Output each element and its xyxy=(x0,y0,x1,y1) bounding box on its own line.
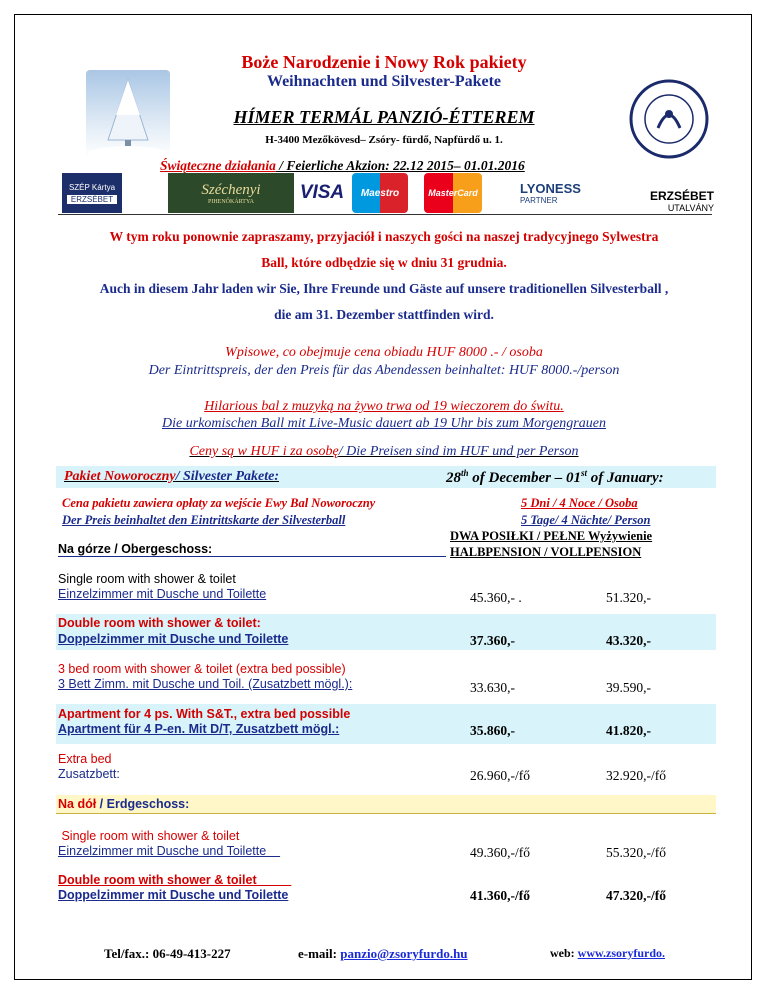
maestro-logo: Maestro xyxy=(352,173,408,213)
price-half: 49.360,-/fő xyxy=(470,845,530,860)
action-pl: Świąteczne działania xyxy=(160,158,276,173)
lyoness-label: LYONESS xyxy=(520,181,581,196)
room-label-de: Doppelzimmer mit Dusche und Toilette xyxy=(58,888,289,902)
room-label-de: Zusatzbett: xyxy=(58,767,120,781)
header-divider xyxy=(58,214,712,215)
szep-card-logo xyxy=(62,173,122,213)
room-label: Single room with shower & toilet xyxy=(58,572,236,586)
web-link[interactable]: www.zsoryfurdo. xyxy=(577,946,665,960)
hotel-name: HÍMER TERMÁL PANZIÓ-ÉTTEREM xyxy=(233,107,535,127)
szep-label: SZÉP Kártya xyxy=(68,182,116,192)
email-label: e-mail: xyxy=(298,946,341,961)
package-name-de: / Silvester Pakete: xyxy=(175,469,280,484)
room-label-de: 3 Bett Zimm. mit Dusche und Toil. (Zusatzbett mögl.): xyxy=(58,677,353,691)
erzsebet-sub-label: UTALVÁNY xyxy=(667,203,714,213)
room-label: Apartment for 4 ps. With S&T., extra bed possible xyxy=(58,707,351,721)
title-pl: Boże Narodzenie i Nowy Rok pakiety xyxy=(241,52,527,72)
price-full: 43.320,- xyxy=(606,633,651,648)
dates-to-day: of December – 01 xyxy=(468,470,581,486)
board-de: HALBPENSION / VOLLPENSION xyxy=(450,545,642,559)
dates-to-suffix: st xyxy=(580,468,587,478)
invitation-pl-line2: Ball, które odbędzie się w dniu 31 grudnia. xyxy=(261,255,507,270)
entry-pl: Wpisowe, co obejmuje cena obiadu HUF 8000 .- / osoba xyxy=(225,345,543,360)
price-half: 37.360,- xyxy=(470,633,515,648)
price-full: 55.320,-/fő xyxy=(606,845,666,860)
price-full: 41.820,- xyxy=(606,723,651,738)
price-full: 51.320,- xyxy=(606,590,651,605)
room-label-de: Apartment für 4 P-en. Mit D/T, Zusatzbett mögl.: xyxy=(58,722,340,736)
room-label-de: Doppelzimmer mit Dusche und Toilette xyxy=(58,632,289,646)
dates-from-suffix: th xyxy=(461,468,469,478)
price-full: 39.590,- xyxy=(606,680,651,695)
visa-logo: VISA xyxy=(297,173,347,213)
room-label-de: Einzelzimmer mit Dusche und Toilette xyxy=(58,844,281,858)
downstairs-heading-de: / Erdgeschoss: xyxy=(96,797,190,811)
invitation-pl-line1: W tym roku ponownie zapraszamy, przyjaciół i naszych gości na naszej tradycyjnego Sylwestra xyxy=(109,229,659,244)
footer-email xyxy=(298,946,468,962)
footer-web xyxy=(550,946,665,961)
room-label-de: Einzelzimmer mit Dusche und Toilette xyxy=(58,587,267,601)
stay-de: 5 Tage/ 4 Nächte/ Person xyxy=(521,513,651,527)
lyoness-sub-label: PARTNER xyxy=(520,196,558,205)
action-dates xyxy=(160,158,525,174)
room-label: Double room with shower & toilet xyxy=(58,873,292,887)
footer-phone: Tel/fax.: 06-49-413-227 xyxy=(104,946,231,961)
entry-de: Der Eintrittspreis, der den Preis für das Abendessen beinhaltet: HUF 8000.-/person xyxy=(148,363,620,378)
price-full: 32.920,-/fő xyxy=(606,768,666,783)
lyoness-logo xyxy=(500,173,600,213)
room-label: Single room with shower & toilet xyxy=(58,829,240,843)
address: H-3400 Mezőkövesd– Zsóry- fürdő, Napfürdő u. 1. xyxy=(265,134,503,146)
currency-note-de: / Die Preisen sind im HUF und per Person xyxy=(338,444,579,459)
package-dates xyxy=(446,468,664,487)
szechenyi-label: Széchenyi xyxy=(201,181,261,198)
stay-pl: 5 Dni / 4 Noce / Osoba xyxy=(521,496,638,510)
downstairs-heading xyxy=(58,797,189,811)
package-name-pl: Pakiet Noworoczny xyxy=(64,469,176,484)
price-half: 41.360,-/fő xyxy=(470,888,530,903)
title-de: Weihnachten und Silvester-Pakete xyxy=(266,73,502,90)
price-half: 35.860,- xyxy=(470,723,515,738)
invitation-de-line2: die am 31. Dezember stattfinden wird. xyxy=(274,307,494,322)
room-label: Extra bed xyxy=(58,752,112,766)
room-label: 3 bed room with shower & toilet (extra bed possible) xyxy=(58,662,346,676)
erzsebet-logo xyxy=(612,173,714,213)
action-de: / Feierliche Akzion: 22.12 2015– 01.01.2016 xyxy=(275,158,525,173)
currency-note-pl: Ceny są w HUF i za osobę xyxy=(189,444,339,459)
web-label: web: xyxy=(550,946,578,960)
includes-de: Der Preis beinhaltet den Eintrittskarte der Silvesterball xyxy=(62,513,346,527)
currency-note xyxy=(0,444,768,460)
email-link[interactable]: panzio@zsoryfurdo.hu xyxy=(340,946,468,961)
ball-de: Die urkomischen Ball mit Live-Music dauert ab 19 Uhr bis zum Morgengrauen xyxy=(162,416,606,431)
mastercard-logo: MasterCard xyxy=(424,173,482,213)
dates-from-day: 28 xyxy=(446,470,461,486)
szechenyi-card-logo xyxy=(168,173,294,213)
invitation-de-line1: Auch in diesem Jahr laden wir Sie, Ihre Freunde und Gäste auf unsere traditionellen Silvesterball , xyxy=(99,281,669,296)
price-half: 33.630,- xyxy=(470,680,515,695)
dates-to-month: of January: xyxy=(587,470,664,486)
room-label: Double room with shower & toilet: xyxy=(58,616,261,630)
includes-pl: Cena pakietu zawiera opłaty za wejście Ewy Bal Noworoczny xyxy=(62,496,376,510)
upstairs-heading: Na górze / Obergeschoss: xyxy=(58,542,446,557)
panzio-seal-logo xyxy=(628,78,710,160)
ball-pl: Hilarious bal z muzyką na żywo trwa od 19 wieczorem do świtu. xyxy=(204,399,564,414)
szechenyi-sub-label: PIHENŐKÁRTYA xyxy=(208,198,254,205)
erzsebet-label: ERZSÉBET xyxy=(649,189,714,203)
package-name xyxy=(64,469,279,485)
price-full: 47.320,-/fő xyxy=(606,888,666,903)
board-pl: DWA POSIŁKI / PEŁNE Wyżywienie xyxy=(450,529,653,543)
price-half: 26.960,-/fő xyxy=(470,768,530,783)
price-half: 45.360,- . xyxy=(470,590,522,605)
szep-sub-label: ERZSÉBET xyxy=(67,195,117,204)
downstairs-heading-pl: Na dół xyxy=(58,797,97,811)
